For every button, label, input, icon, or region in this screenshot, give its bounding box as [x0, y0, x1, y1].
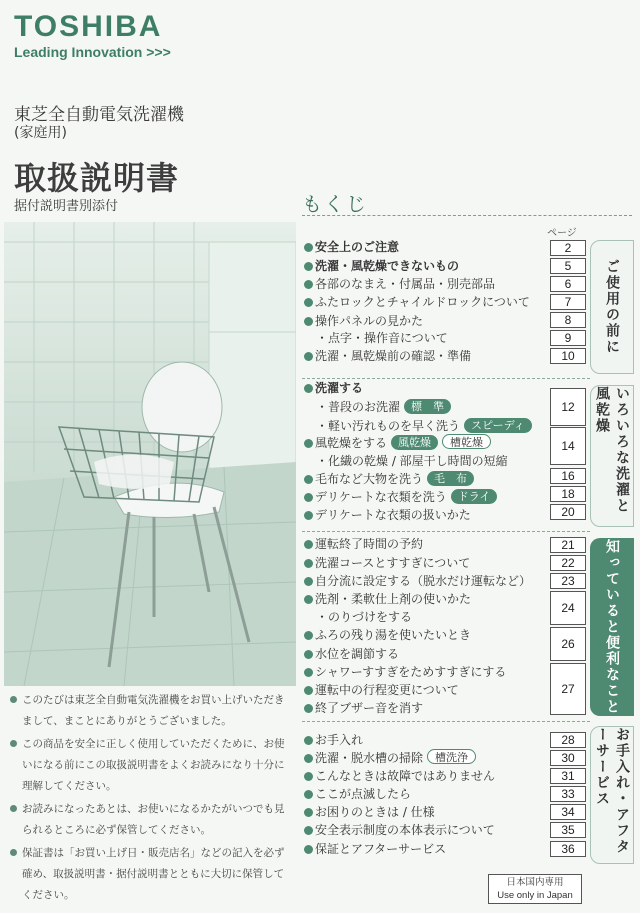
toc-item[interactable] — [304, 535, 552, 553]
toc-item[interactable] — [304, 434, 552, 452]
toc-item-label: 終了ブザー音を消す — [315, 701, 424, 715]
page-number[interactable]: 14 — [550, 427, 586, 465]
toshiba-logo: TOSHIBA — [14, 10, 163, 43]
bullet-dot-icon — [304, 808, 313, 817]
section-divider — [302, 531, 590, 532]
course-badge: 風乾燥 — [391, 435, 438, 450]
toc-item-label: ・点字・操作音について — [316, 331, 448, 345]
page-number[interactable]: 35 — [550, 822, 586, 838]
section-tab-useful-tips[interactable]: 知っていると便利なこと — [590, 538, 634, 716]
bullet-dot-icon — [304, 262, 313, 271]
toc-item[interactable] — [304, 785, 552, 803]
toc-item[interactable] — [304, 312, 552, 330]
page-number[interactable]: 8 — [550, 312, 586, 328]
bullet-dot-icon — [304, 439, 313, 448]
toc-heading: もくじ — [302, 192, 368, 216]
toc-item[interactable] — [304, 840, 552, 858]
toc-item-label: 洗濯コースとすすぎについて — [315, 556, 471, 570]
toc-item[interactable] — [304, 572, 552, 590]
page-number[interactable]: 33 — [550, 786, 586, 802]
toc-item-label: ふろの残り湯を使いたいとき — [315, 628, 472, 642]
attachment-note: 据付説明書別添付 — [14, 199, 119, 214]
toc-item[interactable] — [304, 803, 552, 821]
bullet-dot-icon — [304, 772, 313, 781]
page-number[interactable]: 30 — [550, 750, 586, 766]
section-tab-washing-drying[interactable]: いろいろな洗濯と風乾燥 — [590, 385, 634, 527]
bullet-dot-icon — [304, 577, 313, 586]
toc-item-label: シャワーすすぎをためすすぎにする — [315, 665, 507, 679]
toc-item[interactable] — [304, 347, 552, 365]
course-badge: 槽乾燥 — [442, 434, 491, 449]
notice-item: このたびは東芝全自動電気洗濯機をお買い上げいただきまして、まことにありがとうございました。 — [10, 690, 290, 732]
toc-item-label: ふたロックとチャイルドロックについて — [315, 295, 530, 309]
course-badge: 標 準 — [404, 399, 451, 414]
page-number[interactable]: 7 — [550, 294, 586, 310]
toc-item-label: 洗剤・柔軟仕上剤の使いかた — [315, 592, 472, 606]
toc-item[interactable] — [304, 608, 552, 626]
bullet-dot-icon — [304, 298, 313, 307]
bullet-dot-icon — [304, 540, 313, 549]
bullet-dot-icon — [304, 790, 313, 799]
page-number[interactable]: 34 — [550, 804, 586, 820]
toc-item-label: ・のりづけをする — [316, 610, 413, 624]
toc-item-label: デリケートな衣類を洗う — [315, 490, 447, 504]
toc-item[interactable] — [304, 506, 552, 524]
page-number[interactable]: 12 — [550, 388, 586, 426]
bullet-dot-icon — [304, 384, 313, 393]
page-number[interactable]: 22 — [550, 555, 586, 571]
course-badge: ドライ — [451, 489, 498, 504]
manual-title: 取扱説明書 — [14, 159, 180, 197]
bullet-dot-icon — [304, 845, 313, 854]
toc-item-label: ・軽い汚れものを早く洗う — [316, 419, 461, 433]
bullet-dot-icon — [304, 280, 313, 289]
toc-item-label: 毛布など大物を洗う — [315, 472, 424, 486]
toc-item-label: お困りのときは / 仕様 — [315, 805, 435, 819]
bullet-dot-icon — [10, 849, 17, 856]
toc-item[interactable] — [304, 645, 552, 663]
bullet-dot-icon — [304, 631, 313, 640]
toc-item-label: 自分流に設定する（脱水だけ運転など） — [315, 574, 532, 588]
toc-item-label: 洗濯・風乾燥できないもの — [315, 259, 460, 273]
toc-item[interactable] — [304, 590, 552, 608]
page-number[interactable]: 27 — [550, 663, 586, 715]
bullet-dot-icon — [304, 754, 313, 763]
toc-item[interactable] — [304, 767, 552, 785]
toc-item-label: 洗濯する — [315, 381, 364, 395]
page-number[interactable]: 10 — [550, 348, 586, 364]
toc-item[interactable] — [304, 238, 552, 256]
toc-item[interactable] — [304, 417, 552, 435]
notice-item: お読みになったあとは、お使いになるかたがいつでも見られるところに必ず保管してください。 — [10, 799, 290, 841]
toc-item[interactable] — [304, 626, 552, 644]
toc-item-label: ここが点滅したら — [315, 787, 412, 801]
toc-item[interactable] — [304, 470, 552, 488]
chair-basket-illustration — [4, 222, 296, 686]
toc-item[interactable] — [304, 821, 552, 839]
page-number[interactable]: 36 — [550, 841, 586, 857]
page-number[interactable]: 24 — [550, 591, 586, 625]
toc-item-label: お手入れ — [315, 733, 364, 747]
notice-item: 保証書は「お買い上げ日・販売店名」などの記入を必ず確め、取扱説明書・据付説明書とともに大切に保管してください。 — [10, 843, 290, 906]
bullet-dot-icon — [304, 668, 313, 677]
bullet-dot-icon — [304, 704, 313, 713]
toc-item-label: 洗濯・脱水槽の掃除 — [315, 751, 424, 765]
page-number[interactable]: 18 — [550, 486, 586, 502]
course-badge: スピーディ — [464, 418, 532, 433]
bullet-dot-icon — [304, 511, 313, 520]
toc-item[interactable] — [304, 488, 552, 506]
bullet-dot-icon — [10, 740, 17, 747]
bullet-dot-icon — [304, 559, 313, 568]
toc-item-label: こんなときは故障ではありません — [315, 769, 496, 783]
page-number[interactable]: 26 — [550, 627, 586, 661]
product-name: 東芝全自動電気洗濯機 — [14, 105, 184, 125]
toc-item-label: ・化繊の乾燥 / 部屋干し時間の短縮 — [316, 454, 508, 468]
course-badge: 槽洗浄 — [427, 749, 476, 764]
bullet-dot-icon — [304, 352, 313, 361]
toc-item-label: 風乾燥をする — [315, 436, 388, 450]
toc-item[interactable] — [304, 452, 552, 470]
toc-item[interactable] — [304, 554, 552, 572]
bullet-dot-icon — [10, 696, 17, 703]
toc-item[interactable] — [304, 329, 552, 347]
toc-item-label: 各部のなまえ・付属品・別売部品 — [315, 277, 496, 291]
bullet-dot-icon — [10, 805, 17, 812]
toc-item-label: デリケートな衣類の扱いかた — [315, 508, 471, 522]
page-number[interactable]: 31 — [550, 768, 586, 784]
toc-item[interactable] — [304, 398, 552, 416]
bullet-dot-icon — [304, 736, 313, 745]
toc-item-label: 安全表示制度の本体表示について — [315, 823, 495, 837]
bullet-dot-icon — [304, 243, 313, 252]
cover-notices — [10, 690, 290, 908]
bullet-dot-icon — [304, 826, 313, 835]
domestic-use-badge: 日本国内専用 Use only in Japan — [488, 874, 582, 904]
brand-tagline: Leading Innovation >>> — [14, 44, 171, 60]
page-number[interactable]: 23 — [550, 573, 586, 589]
page-number[interactable]: 16 — [550, 468, 586, 484]
toc-item[interactable] — [304, 699, 552, 717]
toc-item[interactable] — [304, 663, 552, 681]
toc-divider — [302, 215, 632, 216]
section-divider — [302, 721, 590, 722]
section-tab-before-use[interactable]: ご使用の前に — [590, 240, 634, 374]
toc-item[interactable] — [304, 275, 552, 293]
toc-item[interactable] — [304, 257, 552, 275]
toc-item[interactable] — [304, 293, 552, 311]
toc-item-label: 運転終了時間の予約 — [315, 537, 424, 551]
bullet-dot-icon — [304, 595, 313, 604]
toc-item[interactable] — [304, 681, 552, 699]
bullet-dot-icon — [304, 493, 313, 502]
bullet-dot-icon — [304, 686, 313, 695]
course-badge: 毛 布 — [427, 471, 474, 486]
toc-item-label: 水位を調節する — [315, 647, 400, 661]
bullet-dot-icon — [304, 650, 313, 659]
page-column-header: ページ — [547, 228, 577, 239]
bullet-dot-icon — [304, 317, 313, 326]
toc-item[interactable] — [304, 731, 552, 749]
page-number[interactable]: 28 — [550, 732, 586, 748]
toc-item-label: 保証とアフターサービス — [315, 842, 447, 856]
toc-item-label: ・普段のお洗濯 — [316, 400, 401, 414]
toc-item[interactable] — [304, 379, 552, 397]
page-number[interactable]: 6 — [550, 276, 586, 292]
page-number[interactable]: 20 — [550, 504, 586, 520]
page-number[interactable]: 21 — [550, 537, 586, 553]
page-number[interactable]: 5 — [550, 258, 586, 274]
toc-item-label: 操作パネルの見かた — [315, 314, 424, 328]
cover-photo — [4, 222, 296, 686]
page-number[interactable]: 2 — [550, 240, 586, 256]
product-usage: (家庭用) — [14, 125, 67, 141]
section-tab-care-service[interactable]: お手入れ・アフターサービス — [590, 726, 634, 864]
notice-item: この商品を安全に正しく使用していただくために、お使いになる前にこの取扱説明書をよくお読みになり十分に理解してください。 — [10, 734, 290, 797]
toc-item-label: 安全上のご注意 — [315, 240, 400, 254]
toc-item-label: 洗濯・風乾燥前の確認・準備 — [315, 349, 472, 363]
page-number[interactable]: 9 — [550, 330, 586, 346]
bullet-dot-icon — [304, 475, 313, 484]
toc-item[interactable] — [304, 749, 552, 767]
toc-item-label: 運転中の行程変更について — [315, 683, 459, 697]
